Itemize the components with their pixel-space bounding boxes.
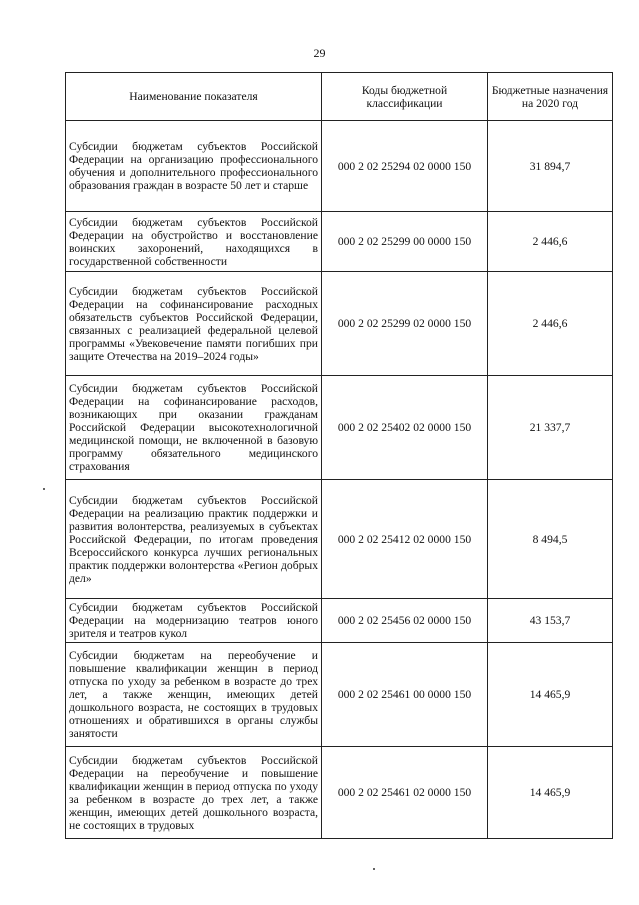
row-code: 000 2 02 25461 00 0000 150 — [322, 643, 488, 747]
row-amount: 31 894,7 — [488, 121, 613, 212]
table-row — [66, 747, 613, 839]
row-name: Субсидии бюджетам субъектов Российской Федерации на софинансирование расходов, возникающих при оказании гражданам Российской Федерации высокотехнологичной медицинской помощи, не включенной в базовую программу обязательного медицинского страхования — [66, 376, 322, 480]
scan-speck — [43, 488, 45, 490]
row-name: Субсидии бюджетам субъектов Российской Федерации на реализацию практик поддержки и развития волонтерства, реализуемых в субъектах Российской Федерации, по итогам проведения Всероссийского конкурса лучших региональных практик поддержки волонтерства «Регион добрых дел» — [66, 480, 322, 599]
page-number: 29 — [313, 46, 326, 60]
budget-table — [65, 72, 613, 839]
table-header-row — [66, 73, 613, 121]
row-name: Субсидии бюджетам субъектов Российской Федерации на переобучение и повышение квалификации женщин в период отпуска по уходу за ребенком в возрасте до трех лет, а также женщин, имеющих детей дошкольного возраста, не состоящих в трудовых — [66, 747, 322, 839]
table-row — [66, 643, 613, 747]
row-code: 000 2 02 25456 02 0000 150 — [322, 599, 488, 643]
row-code: 000 2 02 25299 02 0000 150 — [322, 272, 488, 376]
table-row — [66, 480, 613, 599]
row-name: Субсидии бюджетам субъектов Российской Федерации на софинансирование расходных обязательств субъектов Российской Федерации, связанных с реализацией федеральной целевой программы «Увековечение памяти погибших при защите Отечества на 2019–2024 годы» — [66, 272, 322, 376]
row-amount: 43 153,7 — [488, 599, 613, 643]
row-code: 000 2 02 25412 02 0000 150 — [322, 480, 488, 599]
table-row — [66, 376, 613, 480]
row-name: Субсидии бюджетам на переобучение и повышение квалификации женщин в период отпуска по уходу за ребенком в возрасте до трех лет, а также женщин, имеющих детей дошкольного возраста, не состоящих в трудовых отношениях и обратившихся в органы службы занятости — [66, 643, 322, 747]
table-row — [66, 272, 613, 376]
row-name: Субсидии бюджетам субъектов Российской Федерации на обустройство и восстановление воинских захоронений, находящихся в государственной собственности — [66, 212, 322, 272]
row-amount: 2 446,6 — [488, 272, 613, 376]
scan-speck — [373, 868, 375, 870]
row-amount: 14 465,9 — [488, 643, 613, 747]
header-name: Наименование показателя — [66, 73, 322, 121]
header-codes: Коды бюджетной классификации — [322, 73, 488, 121]
row-amount: 8 494,5 — [488, 480, 613, 599]
table-row — [66, 121, 613, 212]
row-name: Субсидии бюджетам субъектов Российской Федерации на организацию профессионального обучения и дополнительного профессионального образования граждан в возрасте 50 лет и старше — [66, 121, 322, 212]
row-code: 000 2 02 25294 02 0000 150 — [322, 121, 488, 212]
table-row — [66, 599, 613, 643]
row-amount: 21 337,7 — [488, 376, 613, 480]
header-amount: Бюджетные назначения на 2020 год — [488, 73, 613, 121]
row-amount: 14 465,9 — [488, 747, 613, 839]
row-code: 000 2 02 25402 02 0000 150 — [322, 376, 488, 480]
table-row — [66, 212, 613, 272]
row-amount: 2 446,6 — [488, 212, 613, 272]
row-code: 000 2 02 25299 00 0000 150 — [322, 212, 488, 272]
row-code: 000 2 02 25461 02 0000 150 — [322, 747, 488, 839]
row-name: Субсидии бюджетам субъектов Российской Федерации на модернизацию театров юного зрителя и театров кукол — [66, 599, 322, 643]
